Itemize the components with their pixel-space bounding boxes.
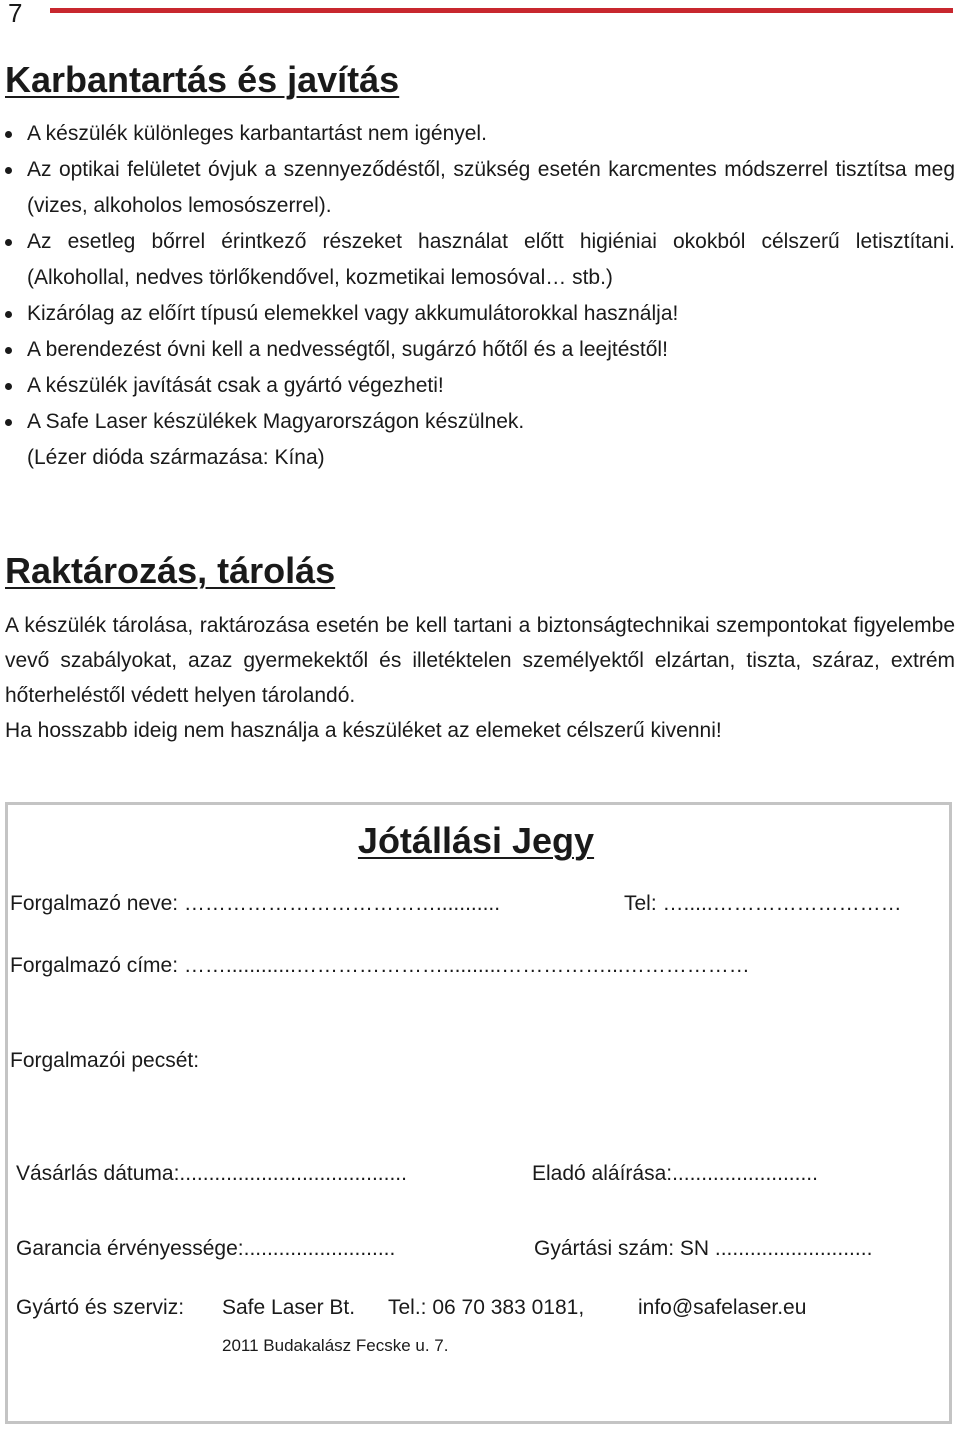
list-item-text: A Safe Laser készülékek Magyarországon készülnek. [27, 410, 525, 433]
header-rule [50, 8, 953, 13]
list-item-text: A készülék különleges karbantartást nem igényel. [27, 122, 487, 145]
distributor-name-field: Forgalmazó neve: ………………………………........... [10, 892, 501, 915]
manufacturer-phone: Tel.: 06 70 383 0181, [388, 1296, 585, 1319]
serial-number-field: Gyártási szám: SN ........................... [534, 1237, 873, 1260]
list-item [0, 296, 955, 332]
warranty-title: Jótállási Jegy [357, 820, 595, 861]
guarantee-validity-field: Garancia érvényessége:.......................... [16, 1237, 396, 1260]
maintenance-list [0, 116, 955, 476]
list-item [0, 404, 955, 476]
list-item-text: A berendezést óvni kell a nedvességtől, sugárzó hőtől és a leejtéstől! [27, 338, 668, 361]
manufacturer-address: 2011 Budakalász Fecske u. 7. [222, 1336, 449, 1355]
distributor-stamp-label: Forgalmazói pecsét: [10, 1049, 200, 1072]
manufacturer-label: Gyártó és szerviz: [16, 1296, 185, 1319]
storage-paragraph: Ha hosszabb ideig nem használja a készüléket az elemeket célszerű kivenni! [5, 719, 722, 742]
tel-field: Tel: ….....……………………… [624, 892, 902, 915]
list-item-text: Az esetleg bőrrel érintkező részeket használat előtt higiéniai okokból célszerű letisztítani. (Alkohollal, nedves törlőkendővel, kozmetikai lemosóval… stb.) [27, 230, 955, 289]
list-item-text: Az optikai felületet óvjuk a szennyeződéstől, szükség esetén karcmentes módszerrel tisztítsa meg (vizes, alkoholos lemosószerrel). [27, 158, 955, 217]
storage-text [5, 608, 955, 748]
list-item [0, 224, 955, 296]
storage-heading: Raktározás, tárolás [5, 550, 336, 591]
storage-paragraph: A készülék tárolása, raktározása esetén be kell tartani a biztonságtechnikai szempontokat figyelembe vevő szabályokat, azaz gyermekektől és illetéktelen személyektől elzártan, tiszta, száraz, extrém hőterheléstől védett helyen tárolandó. [5, 614, 955, 707]
list-item [0, 116, 955, 152]
list-item [0, 368, 955, 404]
manufacturer-name: Safe Laser Bt. [222, 1296, 356, 1319]
manufacturer-email: info@safelaser.eu [638, 1296, 807, 1319]
page-number: 7 [8, 0, 23, 28]
seller-signature-field: Eladó aláírása:......................... [532, 1162, 818, 1185]
purchase-date-field: Vásárlás dátuma:....................................... [16, 1162, 407, 1185]
origin-note: (Lézer dióda származása: Kína) [27, 446, 325, 469]
list-item [0, 152, 955, 224]
maintenance-heading: Karbantartás és javítás [5, 59, 400, 100]
distributor-address-field: Forgalmazó címe: ……............…………………..........……………...……………… [10, 954, 750, 977]
list-item-text: Kizárólag az előírt típusú elemekkel vagy akkumulátorokkal használja! [27, 302, 679, 325]
list-item [0, 332, 955, 368]
list-item-text: A készülék javítását csak a gyártó végezheti! [27, 374, 444, 397]
